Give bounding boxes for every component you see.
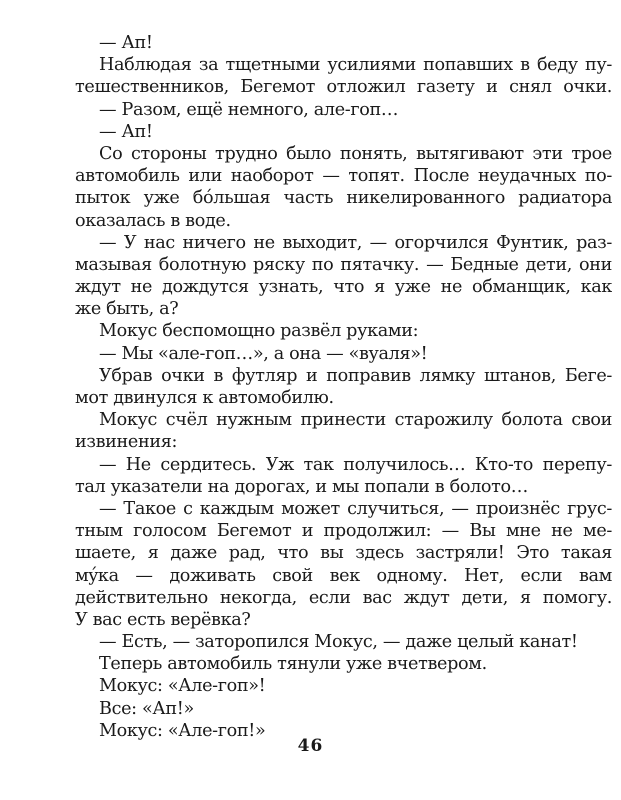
text-line: Мокус счёл нужным принести старожилу болота свои (99, 410, 612, 431)
text-line: Мокус: «Але-гоп»! (99, 676, 266, 697)
text-line: извинения: (75, 432, 178, 453)
text-line: действительно некогда, если вас ждут дети, я помогу. (75, 587, 612, 608)
text-line: — Такое с каждым может случиться, — произнёс грус- (99, 498, 612, 519)
text-line: тешественников, Бегемот отложил газету и снял очки. (75, 77, 612, 98)
text-line: тным голосом Бегемот и продолжил: — Вы мне не ме- (75, 521, 612, 542)
text-line: оказалась в воде. (75, 210, 231, 231)
text-line: Со стороны трудно было понять, вытягивают эти трое (99, 143, 612, 164)
text-line: — Ап! (99, 33, 153, 53)
text-line: мазывая болотную ряску по пятачку. — Бедные дети, они (75, 254, 612, 275)
text-line: тал указатели на дорогах, и мы попали в болото… (75, 476, 529, 497)
text-line: Мокус: «Але-гоп!» (99, 720, 266, 741)
text-line: У вас есть верёвка? (75, 609, 251, 630)
text-line: Все: «Ап!» (99, 698, 194, 719)
text-line: — У нас ничего не выходит, — огорчился Фунтик, раз- (99, 232, 612, 253)
text-line: Убрав очки в футляр и поправив лямку штанов, Беге- (99, 365, 612, 386)
text-line: — Есть, — заторопился Мокус, — даже целый канат! (99, 632, 578, 653)
text-line: мот двинулся к автомобилю. (75, 388, 334, 408)
text-line: мýка — доживать свой век одному. Нет, если вам (75, 565, 612, 586)
text-line: Мокус беспомощно развёл руками: (99, 321, 419, 342)
text-line: — Разом, ещё немного, але-гоп… (99, 99, 399, 120)
text-line: ждут не дождутся узнать, что я уже не обманщик, как (75, 277, 612, 298)
text-line: — Не сердитесь. Уж так получилось… Кто-то перепу- (99, 454, 612, 475)
text-line: — Ап! (99, 121, 153, 142)
page-number: 46 (297, 736, 324, 756)
text-line: автомобиль или наоборот — топят. После неудачных по- (75, 166, 612, 187)
text-line: Теперь автомобиль тянули уже вчетвером. (99, 654, 487, 675)
text-line: шаете, я даже рад, что вы здесь застряли! Это такая (75, 543, 612, 564)
page-body-text (75, 32, 612, 742)
text-line: пыток уже бóльшая часть никелированного радиатора (75, 188, 612, 209)
text-line: же быть, а? (75, 299, 179, 320)
text-line: — Мы «але-гоп…», а она — «вуаля»! (99, 343, 428, 364)
text-line: Наблюдая за тщетными усилиями попавших в беду пу- (99, 55, 612, 76)
